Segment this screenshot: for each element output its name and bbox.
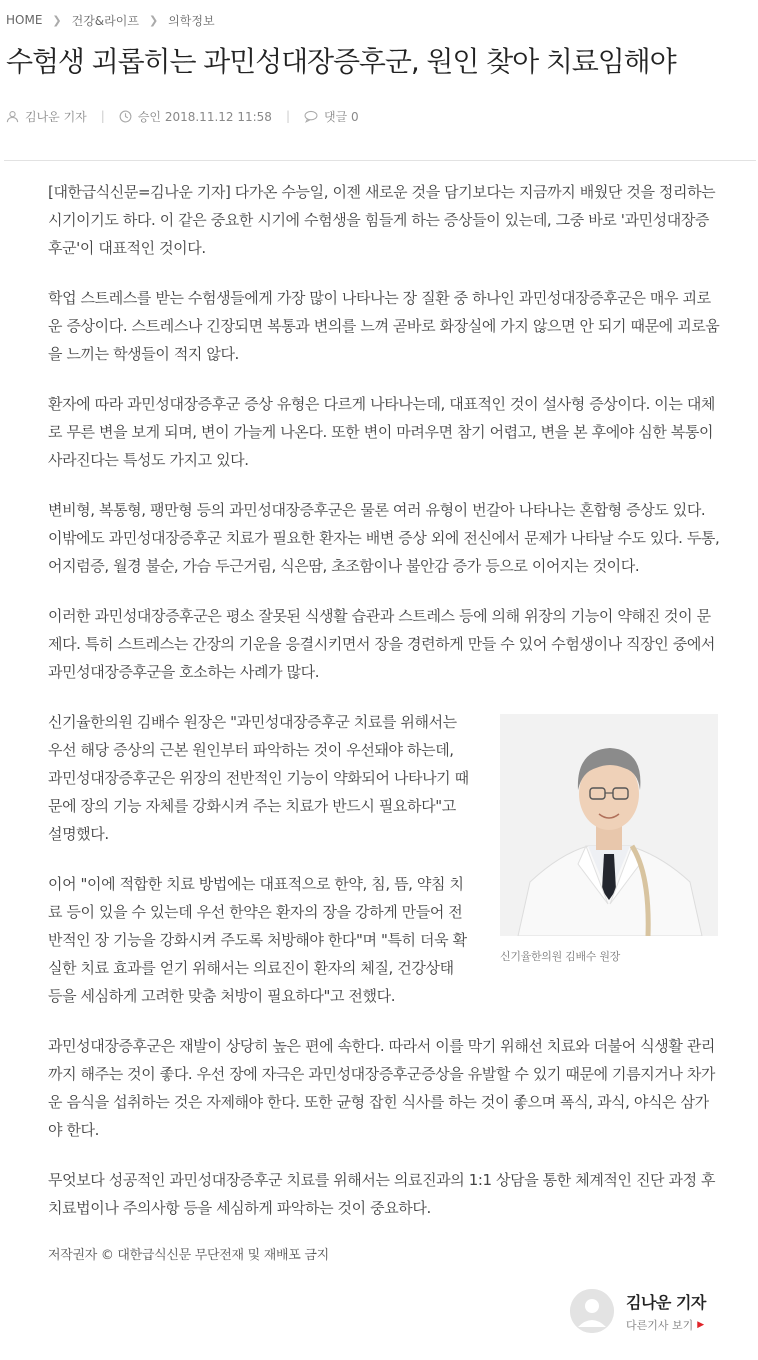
article-paragraph: 신기율한의원 김배수 원장은 "과민성대장증후군 치료를 위해서는 우선 해당 증상의 근본 원인부터 파악하는 것이 우선돼야 하는데, 과민성대장증후군은 위장의 전반적인 기능이 약화되어 나타나기 때문에 장의 기능 자체를 강화시켜 주는 치료가 반드시 필요하다"고 설명했다. bbox=[48, 713, 469, 843]
approved-meta bbox=[119, 108, 272, 125]
article-meta bbox=[6, 106, 359, 126]
breadcrumb-home[interactable]: HOME bbox=[6, 13, 43, 27]
more-articles-link[interactable] bbox=[626, 1317, 706, 1333]
article-paragraph: 이어 "이에 적합한 치료 방법에는 대표적으로 한약, 침, 뜸, 약침 치료 등이 있을 수 있는데 우선 한약은 환자의 장을 강하게 만들어 전반적인 장 기능을 강화시켜 주도록 처방해야 한다"며 "특히 더욱 확실한 치료 효과를 얻기 위해서는 의료진이 환자의 체질, 건강상태 등을 세심하게 고려한 맞춤 처방이 필요하다"고 전했다. bbox=[48, 875, 467, 1005]
avatar[interactable] bbox=[570, 1289, 614, 1333]
breadcrumb bbox=[6, 10, 215, 30]
header-divider bbox=[4, 160, 756, 161]
meta-divider: | bbox=[285, 109, 290, 123]
breadcrumb-section[interactable]: 건강&라이프 bbox=[71, 13, 139, 28]
meta-divider: | bbox=[100, 109, 105, 123]
user-icon bbox=[6, 110, 19, 123]
article-paragraph: 환자에 따라 과민성대장증후군 증상 유형은 다르게 나타나는데, 대표적인 것이 설사형 증상이다. 이는 대체로 무른 변을 보게 되며, 변이 가늘게 나온다. 또한 변이 마려우면 참기 어렵고, 변을 본 후에야 심한 복통이 사라진다는 특성도 가지고 있다. bbox=[48, 395, 716, 469]
comment-icon bbox=[304, 110, 318, 123]
chevron-right-icon: ❯ bbox=[148, 13, 159, 27]
breadcrumb-category[interactable]: 의학정보 bbox=[168, 13, 215, 28]
article-paragraph: 학업 스트레스를 받는 수험생들에게 가장 많이 나타나는 장 질환 중 하나인 과민성대장증후군은 매우 괴로운 증상이다. 스트레스나 긴장되면 복통과 변의를 느껴 곧바로 화장실에 가지 않으면 안 되기 때문에 괴로움을 느끼는 학생들이 적지 않다. bbox=[48, 289, 720, 363]
article-paragraph: [대한급식신문=김나운 기자] 다가온 수능일, 이젠 새로운 것을 담기보다는 지금까지 배웠단 것을 정리하는 시기이기도 하다. 이 같은 중요한 시기에 수험생을 힘들게 하는 증상들이 있는데, 그중 바로 '과민성대장증후군'이 대표적인 것이다. bbox=[48, 183, 716, 257]
approved-date: 승인 2018.11.12 11:58 bbox=[137, 109, 272, 124]
article-body bbox=[48, 178, 720, 1263]
doctor-portrait-image bbox=[500, 714, 718, 936]
article-paragraph: 변비형, 복통형, 팽만형 등의 과민성대장증후군은 물론 여러 유형이 번갈아 나타나는 혼합형 증상도 있다. 이밖에도 과민성대장증후군 치료가 필요한 환자는 배변 증상 외에 전신에서 문제가 나타날 수도 있다. 두통, 어지럼증, 월경 불순, 가슴 두근거림, 식은땀, 초조함이나 불안감 증가 등으로 이어지는 것이다. bbox=[48, 501, 720, 575]
more-articles-label[interactable]: 다른기사 보기 bbox=[626, 1318, 694, 1332]
comments-meta[interactable] bbox=[304, 108, 359, 125]
article-paragraph: 과민성대장증후군은 재발이 상당히 높은 편에 속한다. 따라서 이를 막기 위해선 치료와 더불어 식생활 관리까지 해주는 것이 좋다. 우선 장에 자극은 과민성대장증후군증상을 유발할 수 있기 때문에 기름지거나 차가운 음식을 섭취하는 것은 자제해야 한다. 또한 균형 잡힌 식사를 하는 것이 좋으며 폭식, 과식, 야식은 삼가야 한다. bbox=[48, 1037, 716, 1139]
doctor-photo[interactable] bbox=[500, 714, 718, 936]
user-avatar-icon bbox=[570, 1289, 614, 1333]
article-title: 수험생 괴롭히는 과민성대장증후군, 원인 찾아 치료임해야 bbox=[6, 45, 676, 78]
chevron-right-icon: ❯ bbox=[52, 13, 62, 27]
article-figure bbox=[500, 714, 720, 964]
copyright-notice: 저작권자 © 대한급식신문 무단전재 및 재배포 금지 bbox=[48, 1248, 329, 1263]
author-box bbox=[570, 1288, 750, 1334]
reporter-name[interactable]: 김나운 기자 bbox=[25, 109, 87, 124]
article-paragraph: 이러한 과민성대장증후군은 평소 잘못된 식생활 습관과 스트레스 등에 의해 위장의 기능이 약해진 것이 문제다. 특히 스트레스는 간장의 기운을 응결시키면서 장을 경련하게 만들 수 있어 수험생이나 직장인 중에서 과민성대장증후군을 호소하는 사례가 많다. bbox=[48, 607, 716, 681]
author-name[interactable]: 김나운 기자 bbox=[626, 1292, 706, 1312]
author-info bbox=[626, 1290, 706, 1333]
triangle-right-icon: ▶ bbox=[697, 1319, 705, 1330]
article-paragraph: 무엇보다 성공적인 과민성대장증후군 치료를 위해서는 의료진과의 1:1 상담을 통한 체계적인 진단 과정 후 치료법이나 주의사항 등을 세심하게 파악하는 것이 중요하다. bbox=[48, 1171, 716, 1217]
photo-caption: 신기율한의원 김배수 원장 bbox=[500, 950, 620, 963]
reporter-meta bbox=[6, 108, 87, 125]
comments-count[interactable]: 댓글 0 bbox=[323, 109, 359, 124]
clock-icon bbox=[119, 110, 132, 123]
